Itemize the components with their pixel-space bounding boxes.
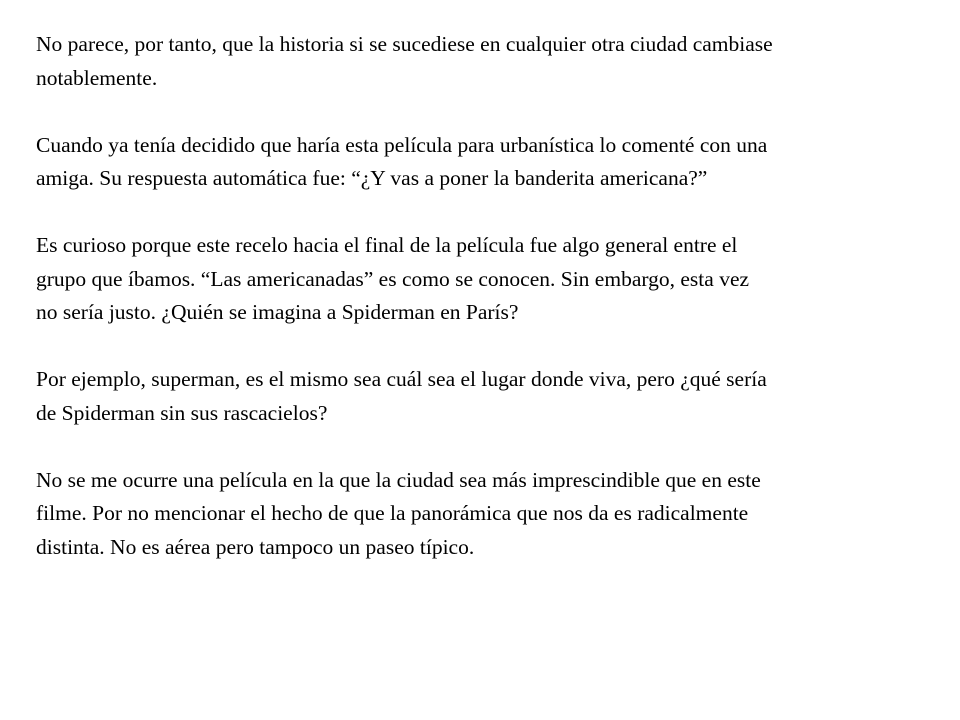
paragraph-3: Es curioso porque este recelo hacia el final de la película fue algo general entre el grupo que íbamos. “Las americanadas” es como se conocen. Sin embargo, esta vez no sería justo. ¿Quién se imagina a Spiderman en París? <box>36 233 750 324</box>
paragraph-2: Cuando ya tenía decidido que haría esta película para urbanística lo comenté con una amiga. Su respuesta automática fue: “¿Y vas a poner la banderita americana?” <box>36 132 768 190</box>
paragraph-5: No se me ocurre una película en la que la ciudad sea más imprescindible que en este filme. Por no mencionar el hecho de que la panorámica que nos da es radicalmente distinta. No es aérea pero tampoco un paseo típico. <box>36 467 761 559</box>
slide-text-body <box>36 28 948 564</box>
paragraph-1: No parece, por tanto, que la historia si se sucediese en cualquier otra ciudad cambiase notablemente. <box>36 32 773 90</box>
paragraph-4: Por ejemplo, superman, es el mismo sea cuál sea el lugar donde viva, pero ¿qué sería de Spiderman sin sus rascacielos? <box>36 367 767 425</box>
